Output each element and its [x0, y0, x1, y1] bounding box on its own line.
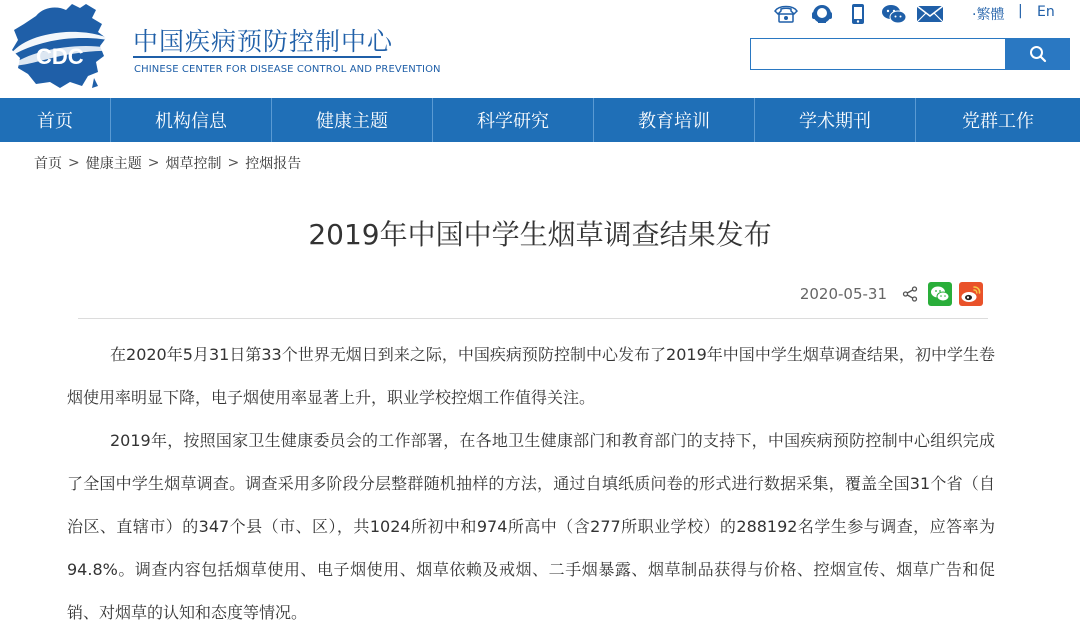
breadcrumb	[34, 153, 301, 173]
mobile-icon[interactable]	[844, 2, 872, 26]
search-input[interactable]	[750, 38, 1005, 70]
phone-icon[interactable]	[772, 2, 800, 26]
wechat-share-icon[interactable]	[928, 282, 952, 306]
breadcrumb-tobacco-control[interactable]: 烟草控制	[165, 156, 222, 172]
breadcrumb-separator: >	[68, 155, 80, 171]
org-name-en[interactable]: CHINESE CENTER FOR DISEASE CONTROL AND PREVENTION	[134, 64, 441, 75]
main-nav	[0, 98, 1080, 142]
breadcrumb-separator: >	[147, 155, 160, 171]
article-title: 2019年中国中学生烟草调查结果发布	[308, 218, 772, 251]
breadcrumb-separator: >	[227, 155, 240, 171]
weibo-share-icon[interactable]	[959, 282, 983, 306]
lang-traditional-link[interactable]: ·繁體	[972, 7, 1005, 23]
customer-service-icon[interactable]	[808, 2, 836, 26]
search-button[interactable]	[1005, 38, 1070, 70]
share-icon[interactable]	[901, 285, 919, 303]
nav-item-health-topics[interactable]: 健康主题	[272, 98, 433, 142]
org-name-underline	[133, 56, 381, 58]
wechat-icon[interactable]	[880, 2, 908, 26]
breadcrumb-health-topics[interactable]: 健康主题	[85, 156, 142, 172]
breadcrumb-home[interactable]: 首页	[34, 156, 62, 172]
mail-icon[interactable]	[916, 2, 944, 26]
search-icon	[1029, 45, 1047, 63]
nav-item-research[interactable]: 科学研究	[433, 98, 594, 142]
lang-separator: |	[1018, 3, 1023, 19]
article-paragraph: 在2020年5月31日第33个世界无烟日到来之际，中国疾病预防控制中心发布了2019年中国中学生烟草调查结果，初中学生卷烟使用率明显下降，电子烟使用率显著上升，职业学校控烟工作值得关注。	[67, 345, 995, 407]
title-divider	[78, 318, 988, 319]
article-meta	[800, 282, 983, 306]
nav-item-journals[interactable]: 学术期刊	[755, 98, 916, 142]
org-name-cn[interactable]: 中国疾病预防控制中心	[133, 27, 394, 56]
nav-item-education[interactable]: 教育培训	[594, 98, 755, 142]
cdc-logo[interactable]	[6, 2, 118, 92]
breadcrumb-tobacco-report[interactable]: 控烟报告	[245, 156, 302, 172]
nav-item-party-work[interactable]: 党群工作	[962, 111, 1034, 132]
article-body	[67, 333, 995, 633]
site-header	[0, 0, 1080, 98]
nav-item-home[interactable]: 首页	[0, 98, 111, 142]
nav-item-organization[interactable]: 机构信息	[111, 98, 272, 142]
article-paragraph: 2019年，按照国家卫生健康委员会的工作部署，在各地卫生健康部门和教育部门的支持下，中国疾病预防控制中心组织完成了全国中学生烟草调查。调查采用多阶段分层整群随机抽样的方法，通过自填纸质问卷的形式进行数据采集，覆盖全国31个省（自治区、直辖市）的347个县（市、区），共1024所初中和974所高中（含277所职业学校）的288192名学生参与调查，应答率为94.8%。调查内容包括烟草使用、电子烟使用、烟草依赖及戒烟、二手烟暴露、烟草制品获得与价格、控烟宣传、烟草广告和促销、对烟草的认知和态度等情况。	[67, 431, 995, 622]
lang-english-link[interactable]: En	[1037, 4, 1055, 20]
publish-date: 2020-05-31	[799, 285, 887, 303]
logo-text: CDC	[36, 44, 84, 69]
top-icon-bar	[772, 1, 952, 27]
